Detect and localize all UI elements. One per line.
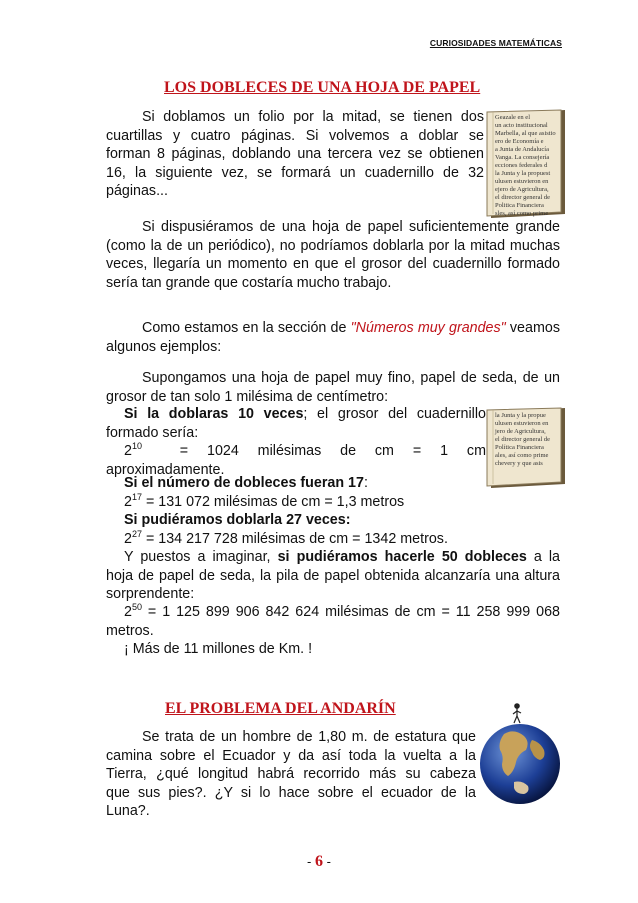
newspaper-text-line: Marbella, al que asistio: [495, 130, 556, 137]
text-line: Tierra, ¿qué longitud habrá recorrido más su cabeza: [106, 766, 476, 782]
newspaper-text-line: chevery y que asis: [495, 460, 543, 467]
text-span: a la hoja de papel de seda, la pila de papel obtenida alcanzaría una altura sorprendente:: [106, 549, 560, 602]
section-title: LOS DOBLECES DE UNA HOJA DE PAPEL: [164, 79, 481, 96]
text-line: 16, la siguiente vez, se formará un cuadernillo de 32: [106, 164, 484, 181]
newspaper-clipping-image: [485, 108, 567, 220]
eq-result: = 134 217 728 milésimas de cm = 1342 metros.: [141, 530, 448, 547]
equation-2-27: [106, 530, 560, 549]
text-line: formado sería:: [106, 424, 199, 441]
newspaper-text-line: la Junta y la propuest: [495, 170, 551, 177]
text-line: camina sobre el Ecuador y da así toda la vuelta a la: [106, 747, 476, 764]
eq-base: 2: [124, 530, 132, 547]
newspaper-text-line: Política Financiera: [495, 444, 544, 451]
equation-2-10: [106, 442, 486, 461]
paragraph-intro: [106, 108, 484, 201]
text-line: Luna?.: [106, 803, 150, 819]
bold-text: Si pudiéramos doblarla 27 veces:: [124, 512, 351, 528]
eq-exponent: 27: [131, 528, 142, 539]
section-title: EL PROBLEMA DEL ANDARÍN: [165, 700, 396, 717]
newspaper-text-line: ejero de Agricultura,: [495, 186, 549, 193]
walker-figure: [513, 704, 521, 723]
text-span: ; el grosor del cuadernillo: [303, 406, 486, 422]
eq-result: = 1024 milésimas de cm = 1 cm: [179, 443, 486, 459]
text-line: que sus pies?. ¿Y si lo hace sobre el ecuador de la: [106, 784, 476, 801]
text-line: Si doblamos un folio por la mitad, se tienen dos: [142, 109, 484, 125]
paragraph-section-reference: [106, 319, 560, 356]
page-footer: - 6 -: [307, 853, 331, 870]
newspaper-text-line: sles, así como prime: [495, 210, 549, 217]
newspaper-text-line: ulusen estuvieron en: [495, 178, 549, 185]
page-number: 6: [315, 853, 323, 870]
paragraph-thin-paper: Supongamos una hoja de papel muy fino, papel de seda, de un grosor de tan solo 1 milésima de centímetro:: [106, 370, 560, 405]
bold-text: Si el número de dobleces fueran 17: [124, 475, 364, 491]
equation-2-17: [106, 493, 560, 512]
eq-result: = 131 072 milésimas de cm = 1,3 metros: [141, 493, 405, 510]
globe-walker-image: [474, 700, 566, 808]
newspaper-text-line: el director general de: [495, 194, 551, 201]
page-header: CURIOSIDADES MATEMÁTICAS: [429, 38, 562, 48]
text-span: :: [363, 475, 368, 491]
newspaper-text-line: Geazale en el: [495, 114, 531, 121]
eq-base: 2: [124, 493, 132, 510]
text-line: páginas...: [106, 183, 168, 199]
newspaper-text-line: ulusen estuvieron en: [495, 420, 549, 427]
newspaper-text-line: ero de Economía e: [495, 138, 544, 145]
text-span: Y puestos a imaginar,: [124, 549, 278, 565]
newspaper-text-line: Vanga. La consejería: [495, 154, 550, 161]
paragraph-walker-problem: [106, 728, 476, 821]
newspaper-text-line: ecciones federales d: [495, 162, 548, 169]
newspaper-text-line: Politica Financiera: [495, 202, 544, 209]
paragraph-large-sheet: Si dispusiéramos de una hoja de papel suficientemente grande (como la de un periódico), no podríamos doblarla por la mitad muchas veces, llegaría un momento en que el grosor del cuadernillo formado sería tan grande que costaría mucho trabajo.: [106, 219, 560, 291]
bold-text: Si la doblaras 10 veces: [124, 406, 304, 422]
paragraph-fifty-folds: [106, 548, 560, 604]
eq-base: 2: [124, 604, 132, 620]
paragraph-more-folds: [106, 474, 560, 548]
text-span: veamos algunos ejemplos:: [106, 320, 560, 355]
conclusion-text: ¡ Más de 11 millones de Km. !: [124, 641, 313, 657]
newspaper-text-line: la Junta y la propue: [495, 412, 546, 419]
text-line: aproximadamente.: [106, 461, 225, 478]
eq-exponent: 17: [131, 491, 142, 502]
text-line: Se trata de un hombre de 1,80 m. de estatura que: [142, 729, 476, 745]
newspaper-text-line: ales, así como prime: [495, 452, 549, 459]
equation-2-50: [106, 603, 560, 640]
newspaper-text-line: un acto institucional: [495, 122, 548, 129]
eq-exponent: 50: [131, 602, 142, 613]
paragraph-ten-folds: [106, 405, 486, 479]
newspaper-text-line: jero de Agricultura,: [495, 428, 546, 435]
text-line: forman 8 páginas, doblando una tercera vez se obtienen: [106, 146, 484, 162]
newspaper-text-line: el director general de: [495, 436, 551, 443]
text-line: cuartillas y cuatro páginas. Si volvemos a doblar se: [106, 127, 484, 144]
newspaper-text-line: a Junta de Andalucía: [495, 146, 549, 153]
eq-exponent: 10: [131, 441, 142, 452]
text-span: Como estamos en la sección de: [142, 320, 351, 336]
section-name-link: "Números muy grandes": [350, 320, 506, 336]
eq-result: = 1 125 899 906 842 624 milésimas de cm = 11 258 999 068 metros.: [106, 604, 560, 639]
bold-text: si pudiéramos hacerle 50 dobleces: [277, 549, 527, 565]
eq-base: 2: [124, 443, 132, 459]
